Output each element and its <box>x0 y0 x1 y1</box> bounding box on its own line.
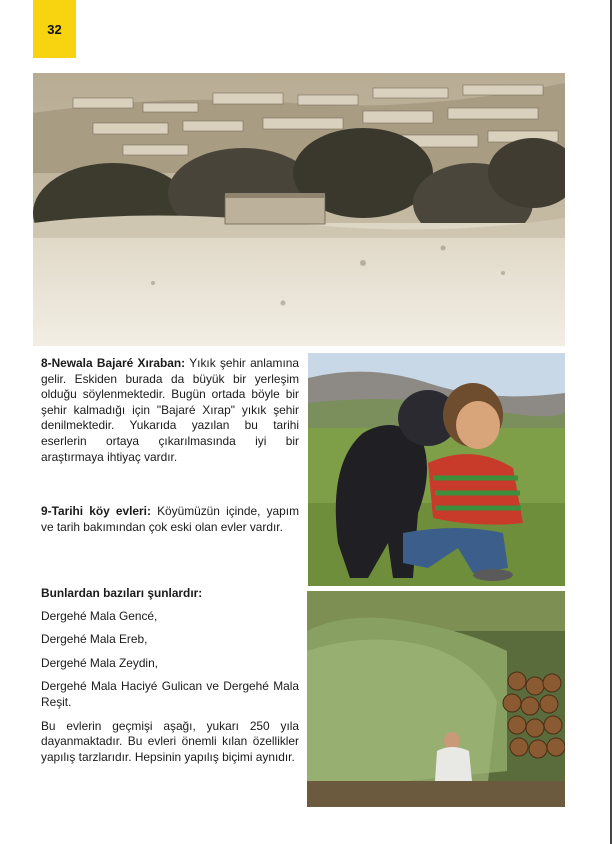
list-item: Dergehé Mala Haciyé Gulican ve Dergehé Mala Reşit. <box>41 679 299 709</box>
houses-list <box>41 586 299 765</box>
section-8-text <box>41 356 299 469</box>
houses-note: Bu evlerin geçmişi aşağı, yukarı 250 yıla dayanmaktadır. Bu evleri önemli kılan özellikler yapılış tarzlarıdır. Hepsinin yapılış biçimi aynıdır. <box>41 718 299 764</box>
list-heading: Bunlardan bazıları şunlardır: <box>41 586 203 600</box>
list-item: Dergehé Mala Zeydin, <box>41 655 158 670</box>
section-9-body: Köyümüzün içinde, yapım ve tarih bakımından çok eski olan evler vardır. <box>41 504 299 534</box>
list-item: Dergehé Mala Gencé, <box>41 608 158 623</box>
woodpile-photo <box>307 591 565 807</box>
section-8-body: Yıkık şehir anlamına gelir. Eskiden burada da büyük bir yerleşim olduğu söylenmektedir. Bugün ortada böyle bir şehir kalmadığı için "Bajaré Xırap" yıkık şehir denilmektedir. Yukarıda yazılan bu tarihi eserlerin ortaya çıkarılmasında iyi bir araştırmaya ihtiyaç vardır. <box>41 356 299 464</box>
list-item: Dergehé Mala Ereb, <box>41 632 148 647</box>
section-8-heading: 8-Newala Bajaré Xıraban: <box>41 356 186 370</box>
page-number-badge <box>33 0 76 58</box>
village-photo <box>33 73 565 346</box>
child-with-goat-photo <box>308 353 565 586</box>
section-9-heading: 9-Tarihi köy evleri: <box>41 504 151 518</box>
section-9-text <box>41 504 299 539</box>
page-number: 32 <box>47 21 62 37</box>
